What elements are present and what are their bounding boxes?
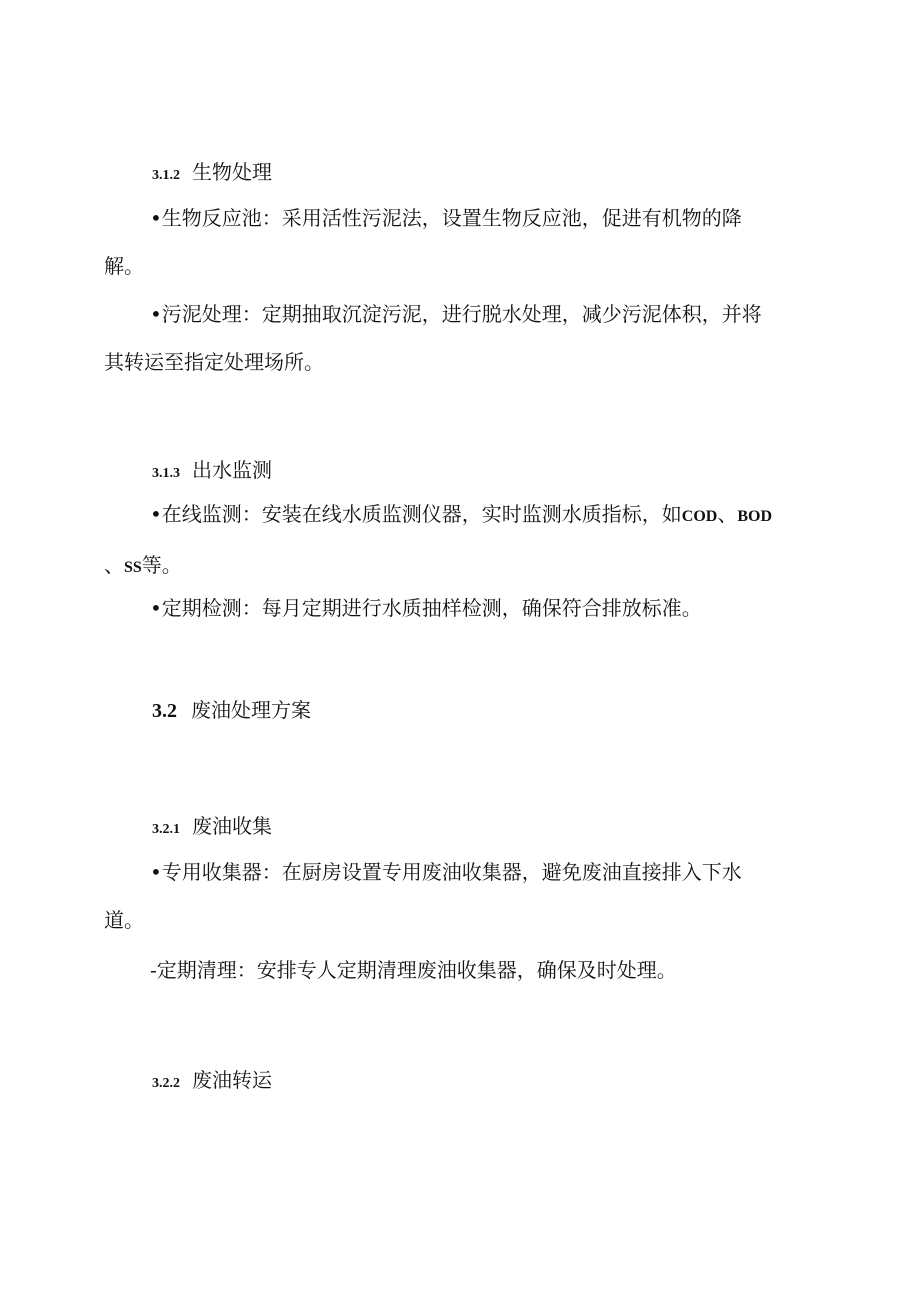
paragraph-line: •专用收集器：在厨房设置专用废油收集器，避免废油直接排入下水 <box>150 860 742 884</box>
paragraph-cleaning <box>104 946 824 994</box>
paragraph-line: 解。 <box>104 254 144 278</box>
paragraph-line: •污泥处理：定期抽取沉淀污泥，进行脱水处理，减少污泥体积，并将 <box>150 302 762 326</box>
paragraph-line: •定期检测：每月定期进行水质抽样检测，确保符合排放标准。 <box>150 596 702 620</box>
heading-number: 3.1.2 <box>152 168 180 183</box>
heading-3-2 <box>152 696 311 725</box>
paragraph-online-monitoring <box>104 490 824 592</box>
paragraph-line <box>104 490 824 541</box>
paragraph-line: 道。 <box>104 908 144 932</box>
text-run: •在线监测：安装在线水质监测仪器，实时监测水质指标，如 <box>150 502 682 526</box>
heading-number: 3.2.2 <box>152 1076 180 1091</box>
separator: 、 <box>717 502 738 526</box>
separator: 、 <box>104 553 124 577</box>
heading-title: 废油处理方案 <box>191 698 311 722</box>
text-run: 等。 <box>141 553 182 577</box>
heading-3-2-2 <box>152 1066 272 1098</box>
heading-title: 废油转运 <box>192 1068 272 1092</box>
paragraph-sludge <box>104 290 824 386</box>
indicator-bod: BOD <box>737 508 773 525</box>
heading-title: 生物处理 <box>192 160 272 184</box>
heading-3-1-2 <box>152 158 272 190</box>
paragraph-line: •生物反应池：采用活性污泥法，设置生物反应池，促进有机物的降 <box>150 206 742 230</box>
heading-title: 废油收集 <box>192 814 272 838</box>
heading-3-2-1 <box>152 812 272 844</box>
paragraph-line: 其转运至指定处理场所。 <box>104 350 324 374</box>
paragraph-periodic-testing <box>104 584 824 632</box>
indicator-cod: COD <box>681 508 718 525</box>
heading-number: 3.2 <box>152 700 177 722</box>
paragraph-collector <box>104 848 824 944</box>
heading-3-1-3 <box>152 456 272 488</box>
indicator-ss: SS <box>124 559 142 576</box>
paragraph-line: -定期清理：安排专人定期清理废油收集器，确保及时处理。 <box>150 958 677 982</box>
heading-number: 3.1.3 <box>152 466 180 481</box>
heading-title: 出水监测 <box>192 458 272 482</box>
heading-number: 3.2.1 <box>152 822 180 837</box>
paragraph-bio-reactor <box>104 194 824 290</box>
